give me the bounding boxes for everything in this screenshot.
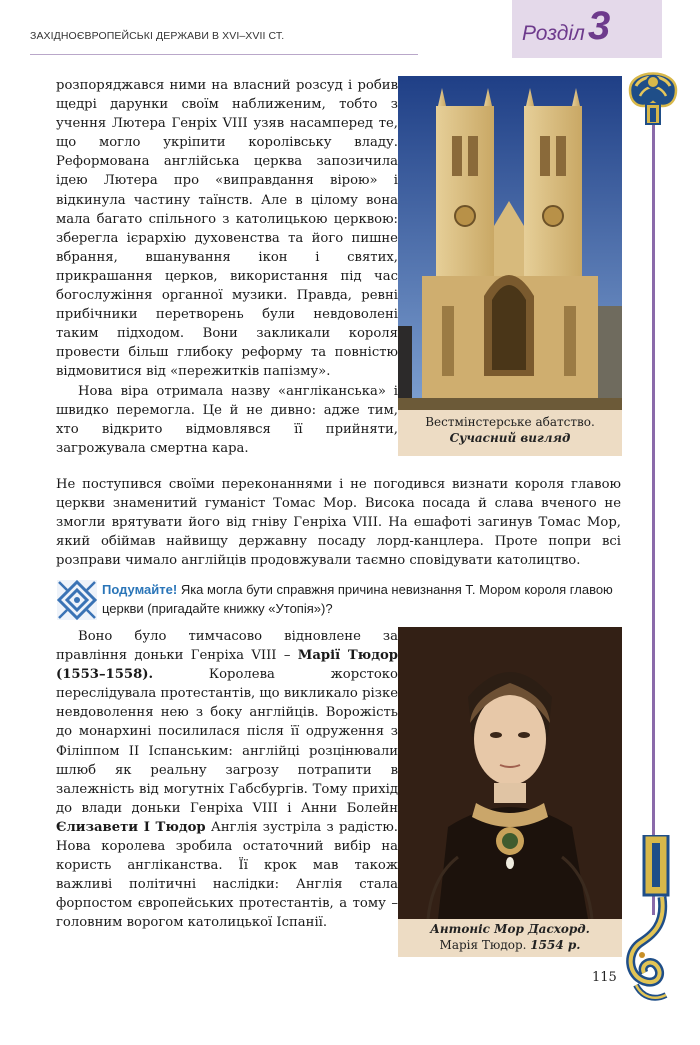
text-full-width [56,475,621,570]
caption-line [398,937,622,953]
mary-tudor-portrait-image [398,627,622,919]
section-number: 3 [588,4,611,48]
term-elizabeth: Єлизавети I Тюдор [56,819,206,835]
celtic-knot-icon [622,60,684,125]
page-number: 115 [592,970,617,985]
westminster-abbey-image [398,76,622,410]
text-run: Англія зустріла з радістю. Нова королева зробила остаточний вибір на користь англіканства. Її крок мав також важливі політичні наслідки: Англія стала форпостом європейських протестантів, а тому – головним ворогом католицької Іспанії. [56,819,398,931]
caption-text: Марія Тюдор. [439,938,531,952]
celtic-scroll-icon [622,835,684,1010]
running-title: ЗАХІДНОЄВРОПЕЙСЬКІ ДЕРЖАВИ В XVI–XVII СТ. [30,30,285,42]
paragraph: Не поступився своїми переконаннями і не погодився визнати короля главою церкви знаменитий гуманіст Томас Мор. Висока посада й слава вченого не змогли врятувати його від гніву Генріха VIII. На ешафоті загинув Томас Мор, який обіймав найвищу державну посаду лорд-канцлера. Проте попри всі розправи чимало англійців продовжували таємно сповідувати католицтво. [56,477,621,569]
figure-mary-tudor-caption [398,921,622,953]
figure-westminster [398,76,622,456]
paragraph: Нова віра отримала назву «англіканська» і швидко перемогла. Це й не дивно: адже тим, хто відкрито відмовлявся її прийняти, загрожувала смертна кара. [56,383,398,456]
think-question [102,580,622,618]
think-text: Яка могла бути справжня причина невизнання Т. Мором короля главою церкви (пригадайте книжку «Утопія»)? [102,582,613,616]
section-word: Розділ [522,22,585,45]
figure-mary-tudor [398,627,622,957]
caption-date: 1554 р. [530,938,581,952]
caption-line: Вестмінстерське абатство. [425,415,595,429]
margin-line [652,120,655,835]
figure-westminster-caption [398,414,622,446]
caption-line: Сучасний вигляд [449,431,571,445]
think-label: Подумайте! [102,582,178,597]
term-mary-tudor: Марії Тюдор (1553–1558). [56,648,399,683]
text-column-bottom [56,627,398,933]
caption-line: Антоніс Мор Дасхорд. [430,922,590,936]
header-rule [30,54,418,55]
paragraph [56,627,398,933]
text-run: Королева жорстоко переслідувала протестантів, що викликало різке невдоволення нею з боку англійців. Ворожість до монархині посилилася після її одруження з Філіппом II Іспанським: англійці розцінювали шлюб як реальну загрозу потрапити в залежність від могутніх Габсбургів. Тому прихід до влади доньки Генріха VIII і Анни Болейн [56,667,398,816]
think-ornament-icon [56,579,98,621]
text-column-top [56,76,398,458]
text-run: Воно було тимчасово відновлене за правління доньки Генріха VIII – [56,629,398,664]
paragraph: розпоряджався ними на власний розсуд і робив щедрі дарунки своїм наближеним, тобто з учення Лютера Генріх VIII узяв насамперед те, що могло укріпити королівську владу. Реформована англійська церква запозичила ідею Лютера про «виправдання вірою» і відкинула частину таїнств. Але в цілому вона мала багато спільного з католицькою церквою: зберегла ієрархію духовенства та його пишне вбрання, вшанування ікон і святих, прикрашання церков, використання під час богослужіння органної музики. Правда, ревні прибічники перетворень були невдоволені таким підходом. Вони закликали короля провести більш глибоку реформу та повністю відмовитися від «пережитків папізму». [56,78,398,380]
